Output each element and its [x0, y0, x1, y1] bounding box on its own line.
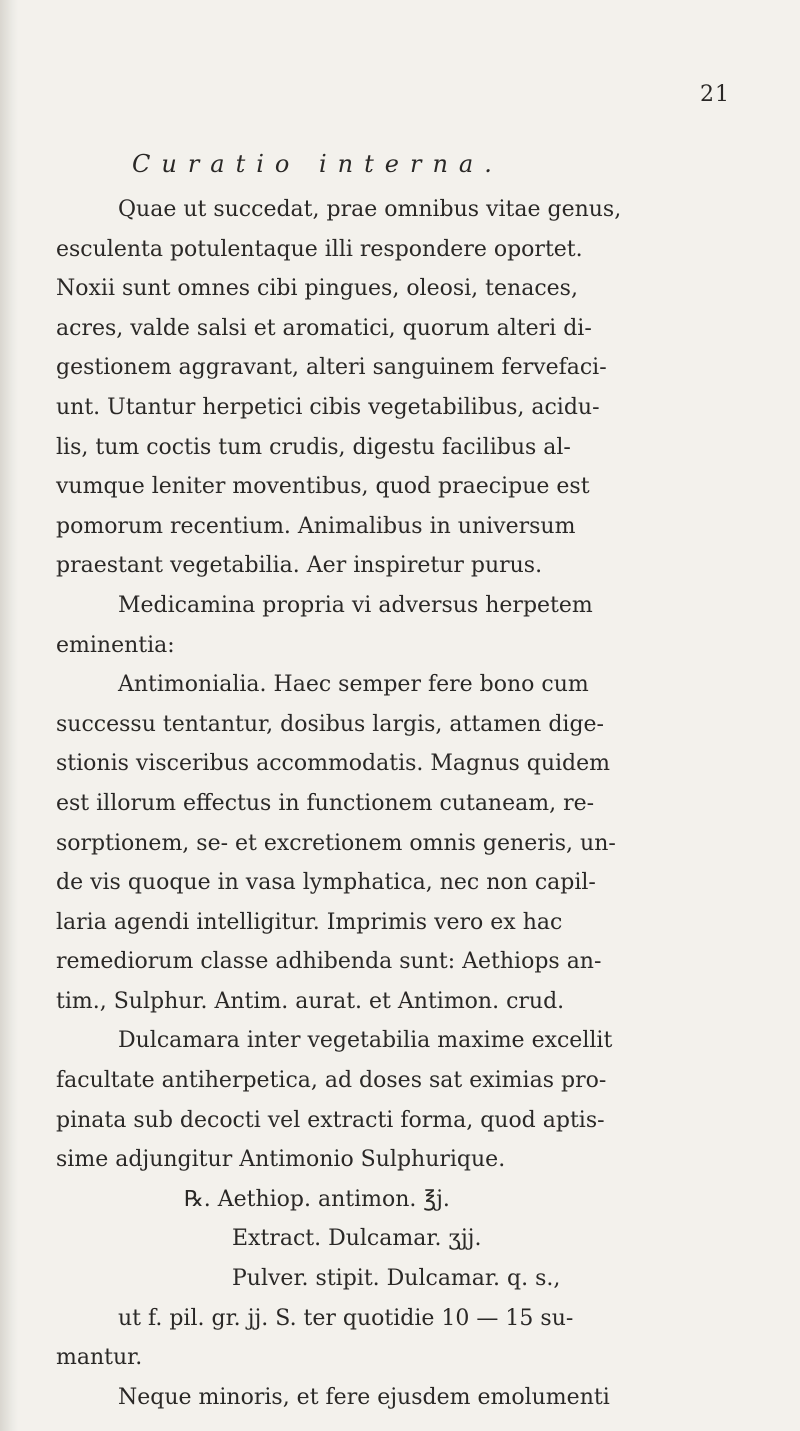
text-line: Medicamina propria vi adversus herpetem — [118, 592, 593, 618]
text-line: ut f. pil. gr. jj. S. ter quotidie 10 — 15 su- — [118, 1305, 574, 1331]
text-line: de vis quoque in vasa lymphatica, nec non capil- — [56, 870, 596, 896]
text-line: Quae ut succedat, prae omnibus vitae genus, — [118, 197, 622, 222]
text-line: remediorum classe adhibenda sunt: Aethiops an- — [56, 949, 602, 975]
text-line: sime adjungitur Antimonio Sulphurique. — [56, 1147, 506, 1173]
text-line: successu tentantur, dosibus largis, attamen dige- — [56, 711, 604, 737]
text-line: unt. Utantur herpetici cibis vegetabilibus, acidu- — [56, 394, 600, 420]
recipe-line: Extract. Dulcamar. ʒjj. — [232, 1226, 482, 1252]
recipe-line: Pulver. stipit. Dulcamar. q. s., — [232, 1266, 561, 1292]
text-line: acres, valde salsi et aromatici, quorum alteri di- — [56, 315, 592, 341]
text-line: est illorum effectus in functionem cutaneam, re- — [56, 790, 595, 816]
text-line: gestionem aggravant, alteri sanguinem fervefaci- — [56, 355, 607, 381]
page-number: 21 — [700, 82, 730, 107]
text-line: lis, tum coctis tum crudis, digestu facilibus al- — [56, 434, 571, 460]
text-line: praestant vegetabilia. Aer inspiretur purus. — [56, 553, 543, 579]
text-line: laria agendi intelligitur. Imprimis vero ex hac — [56, 909, 563, 935]
text-line: mantur. — [56, 1345, 143, 1371]
text-line: Neque minoris, et fere ejusdem emolumenti — [118, 1384, 610, 1410]
recipe-line: ℞. Aethiop. antimon. ℥j. — [184, 1186, 450, 1212]
text-line: Antimonialia. Haec semper fere bono cum — [118, 672, 589, 698]
page-binding-edge — [0, 0, 18, 1431]
text-line: pinata sub decocti vel extracti forma, quod aptis- — [56, 1107, 605, 1133]
body-text — [56, 190, 756, 1417]
text-line: Noxii sunt omnes cibi pingues, oleosi, tenaces, — [56, 276, 578, 302]
text-line: vumque leniter moventibus, quod praecipue est — [56, 474, 590, 500]
text-line: esculenta potulentaque illi respondere oportet. — [56, 236, 583, 262]
text-line: tim., Sulphur. Antim. aurat. et Antimon. crud. — [56, 988, 565, 1014]
text-line: facultate antiherpetica, ad doses sat eximias pro- — [56, 1068, 607, 1094]
text-line: Dulcamara inter vegetabilia maxime excellit — [118, 1028, 613, 1054]
text-line: eminentia: — [56, 632, 175, 658]
text-line: pomorum recentium. Animalibus in universum — [56, 513, 576, 539]
text-line: stionis visceribus accommodatis. Magnus quidem — [56, 751, 611, 777]
section-heading: Curatio interna. — [132, 150, 503, 178]
text-line: sorptionem, se- et excretionem omnis generis, un- — [56, 830, 616, 856]
